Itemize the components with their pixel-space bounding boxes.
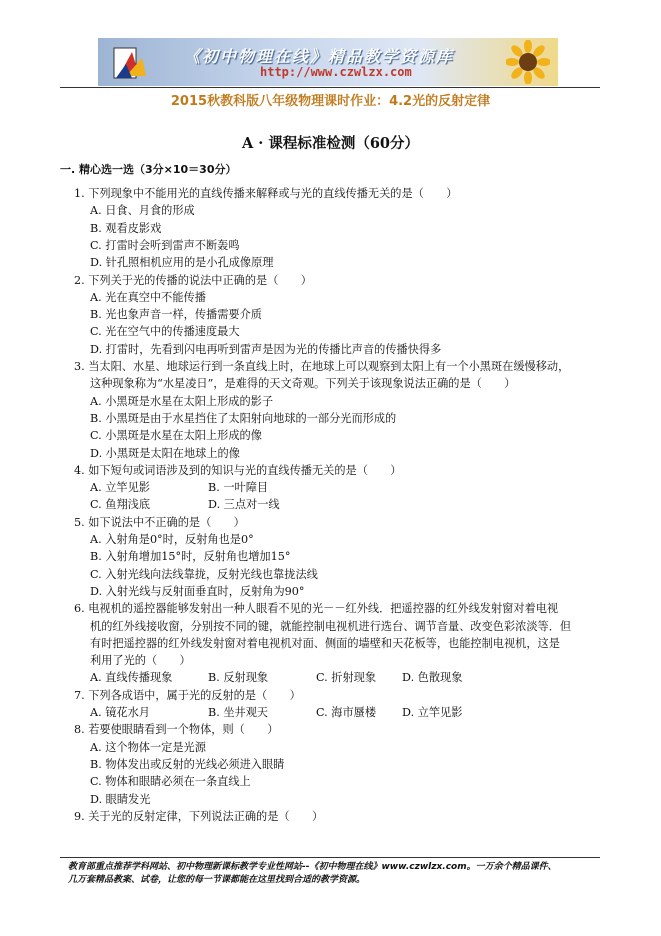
footer-divider [60, 857, 600, 858]
answer-option: A. 日食、月食的形成 [90, 204, 195, 218]
banner-url: http://www.czwlzx.com [260, 65, 412, 79]
part-title: 一. 精心选一选（3分×10＝30分） [60, 163, 237, 176]
answer-option: C. 打雷时会听到雷声不断轰鸣 [90, 238, 240, 252]
answer-option: C. 小黑斑是水星在太阳上形成的像 [90, 429, 262, 443]
answer-option: B. 小黑斑是由于水星挡住了太阳射向地球的一部分光而形成的 [90, 411, 397, 425]
document-title: 2015秋教科版八年级物理课时作业：4.2光的反射定律 [170, 94, 491, 109]
answer-option: D. 打雷时，先看到闪电再听到雷声是因为光的传播比声音的传播快得多 [90, 342, 442, 356]
answer-option: A. 入射角是0°时，反射角也是0° [90, 533, 254, 546]
answer-option: D. 色散现象 [402, 671, 463, 685]
question-stem: 1. 下列现象中不能用光的直线传播来解释或与光的直线传播无关的是（ ） [74, 187, 458, 200]
question-stem: 7. 下列各成语中，属于光的反射的是（ ） [74, 688, 301, 702]
header-banner [98, 38, 558, 86]
answer-option: D. 入射光线与反射面垂直时，反射角为90° [90, 584, 305, 598]
question-stem: 4. 如下短句或词语涉及到的知识与光的直线传播无关的是（ ） [74, 463, 402, 477]
answer-option: A. 立竿见影 [90, 481, 150, 495]
header-divider [60, 87, 600, 88]
answer-option: C. 海市蜃楼 [316, 706, 377, 719]
question-stem-continued: 这种现象称为“水星凌日”，是难得的天文奇观。下列关于该现象说法正确的是（ ） [90, 377, 516, 391]
answer-option: C. 入射光线向法线靠拢，反射光线也靠拢法线 [90, 567, 318, 581]
question-stem: 2. 下列关于光的传播的说法中正确的是（ ） [74, 273, 312, 287]
answer-option: D. 针孔照相机应用的是小孔成像原理 [90, 256, 274, 270]
question-stem-continued: 机的红外线接收窗，分别按不同的键，就能控制电视机进行选台、调节音量、改变色彩浓淡等．但 [90, 619, 572, 633]
answer-option: A. 直线传播现象 [90, 671, 173, 685]
logo-icon [112, 42, 150, 82]
answer-option: C. 光在空气中的传播速度最大 [90, 325, 240, 339]
answer-option: B. 物体发出或反射的光线必须进入眼睛 [90, 757, 285, 771]
answer-option: C. 鱼翔浅底 [90, 498, 151, 512]
answer-option: A. 这个物体一定是光源 [90, 740, 206, 754]
question-stem: 8. 若要使眼睛看到一个物体，则（ ） [74, 723, 279, 737]
answer-option: B. 一叶障目 [208, 481, 269, 495]
answer-option: D. 立竿见影 [402, 706, 463, 719]
answer-option: B. 反射现象 [208, 671, 269, 685]
answer-option: D. 眼睛发光 [90, 792, 151, 806]
question-stem: 3. 当太阳、水星、地球运行到一条直线上时，在地球上可以观察到太阳上有一个小黑斑在缓慢移动， [74, 360, 570, 373]
answer-option: D. 三点对一线 [208, 498, 280, 512]
sunflower-icon [506, 40, 550, 84]
answer-option: B. 观看皮影戏 [90, 221, 162, 235]
answer-option: C. 折射现象 [316, 671, 377, 685]
banner-title: 《初中物理在线》精品教学资源库 [184, 47, 455, 66]
answer-option: A. 镜花水月 [90, 706, 150, 719]
question-stem: 5. 如下说法中不正确的是（ ） [74, 515, 245, 529]
question-stem: 6. 电视机的遥控器能够发射出一种人眼看不见的光－－红外线．把遥控器的红外线发射窗对着电视 [74, 602, 559, 616]
answer-option: B. 光也象声音一样，传播需要介质 [90, 308, 262, 322]
answer-option: A. 光在真空中不能传播 [90, 290, 206, 304]
section-title: A · 课程标准检测（60分） [241, 135, 420, 152]
answer-option: A. 小黑斑是水星在太阳上形成的影子 [90, 394, 274, 408]
answer-option: B. 入射角增加15°时，反射角也增加15° [90, 550, 291, 564]
answer-option: D. 小黑斑是太阳在地球上的像 [90, 446, 240, 460]
answer-option: C. 物体和眼睛必须在一条直线上 [90, 775, 251, 789]
question-stem: 9. 关于光的反射定律，下列说法正确的是（ ） [74, 809, 324, 823]
answer-option: B. 坐井观天 [208, 706, 269, 719]
footer-line-1: 教育部重点推荐学科网站、初中物理新课标教学专业性网站--《初中物理在线》www.czwlzx.com。一万余个精品课件、 [68, 862, 557, 872]
question-stem-continued: 利用了光的（ ） [90, 654, 191, 668]
question-stem-continued: 有时把遥控器的红外线发射窗对着电视机对面、侧面的墙壁和天花板等，也能控制电视机，这是 [90, 636, 560, 650]
footer-line-2: 几万套精品教案、试卷，让您的每一节课都能在这里找到合适的教学资源。 [68, 875, 366, 885]
